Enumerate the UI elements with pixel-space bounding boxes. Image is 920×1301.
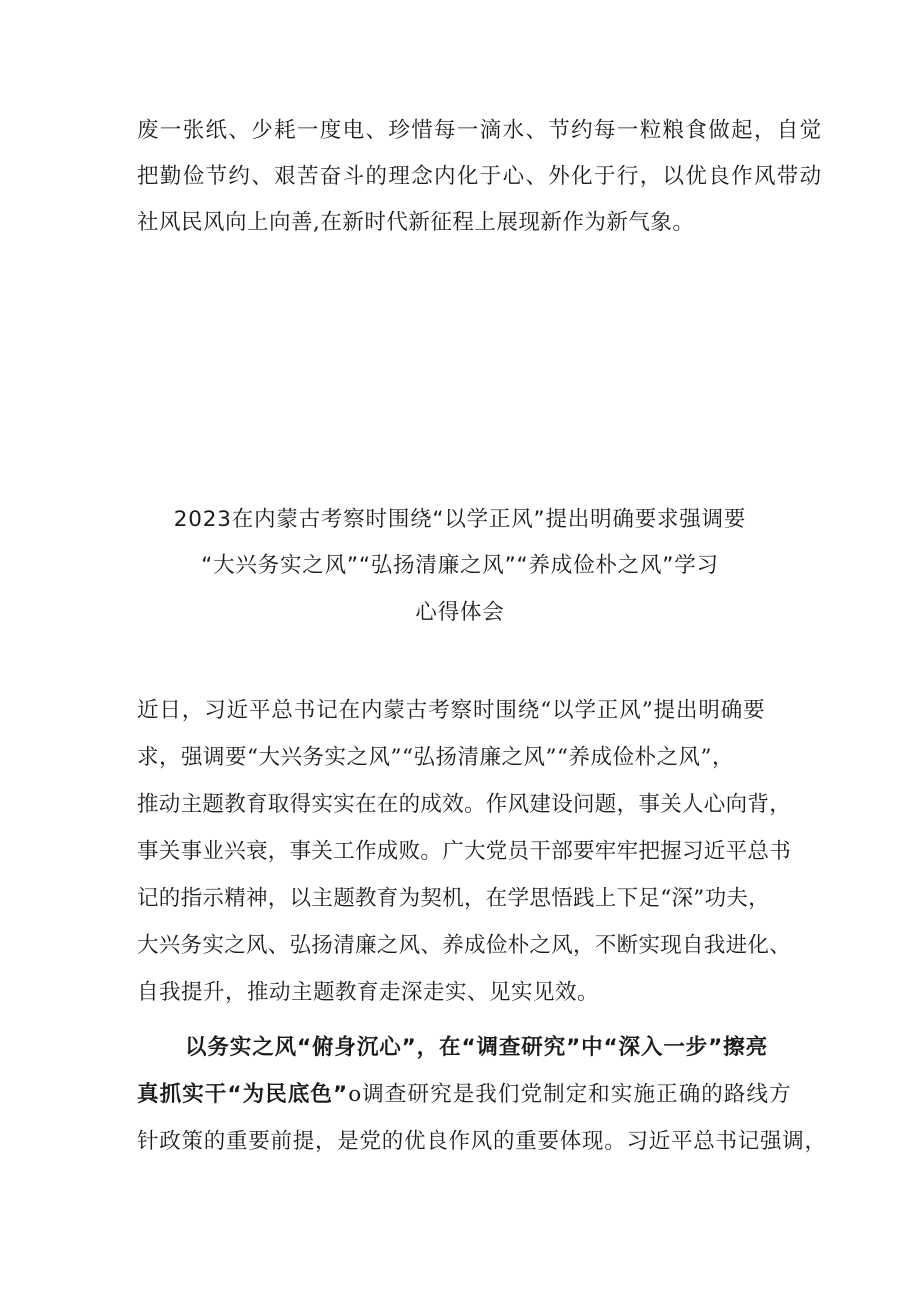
paragraph-line: 求，强调要“大兴务实之风”“弘扬清廉之风”“养成俭朴之风”， [137,745,734,770]
section-heading-continued: 真抓实干“为民底色” [137,1082,349,1107]
paragraph-line: 把勤俭节约、艰苦奋斗的理念内化于心、外化于行，以优良作风带动 [137,164,823,189]
title-line: “大兴务实之风”“弘扬清廉之风”“养成俭朴之风”学习 [201,553,719,578]
paragraph-line: 社风民风向上向善,在新时代新征程上展现新作为新气象。 [137,210,695,235]
paragraph-line: 自我提升，推动主题教育走深走实、见实见效。 [137,980,600,1005]
paragraph-line: 事关事业兴衰，事关工作成败。广大党员干部要牢牢把握习近平总书 [137,839,792,864]
title-line: 心得体会 [415,600,505,625]
paragraph-text: o调查研究是我们党制定和实施正确的路线方 [348,1082,792,1107]
paragraph-line [137,1080,792,1110]
paragraph-line: 废一张纸、少耗一度电、珍惜每一滴水、节约每一粒粮食做起，自觉 [137,118,823,143]
section-heading: 以务实之风“俯身沉心”，在“调查研究”中“深入一步”擦亮 [185,1035,768,1060]
paragraph-line: 近日，习近平总书记在内蒙古考察时围绕“以学正风”提出明确要 [137,698,766,723]
paragraph-line: 推动主题教育取得实实在在的成效。作风建设问题，事关人心向背， [137,792,792,817]
paragraph-line: 针政策的重要前提，是党的优良作风的重要体现。习近平总书记强调， [137,1129,827,1154]
paragraph-line: 大兴务实之风、弘扬清廉之风、养成俭朴之风，不断实现自我进化、 [137,933,792,958]
title-line: 2023在内蒙古考察时围绕“以学正风”提出明确要求强调要 [173,507,747,532]
paragraph-line: 记的指示精神，以主题教育为契机，在学思悟践上下足“深”功夫， [137,886,770,911]
